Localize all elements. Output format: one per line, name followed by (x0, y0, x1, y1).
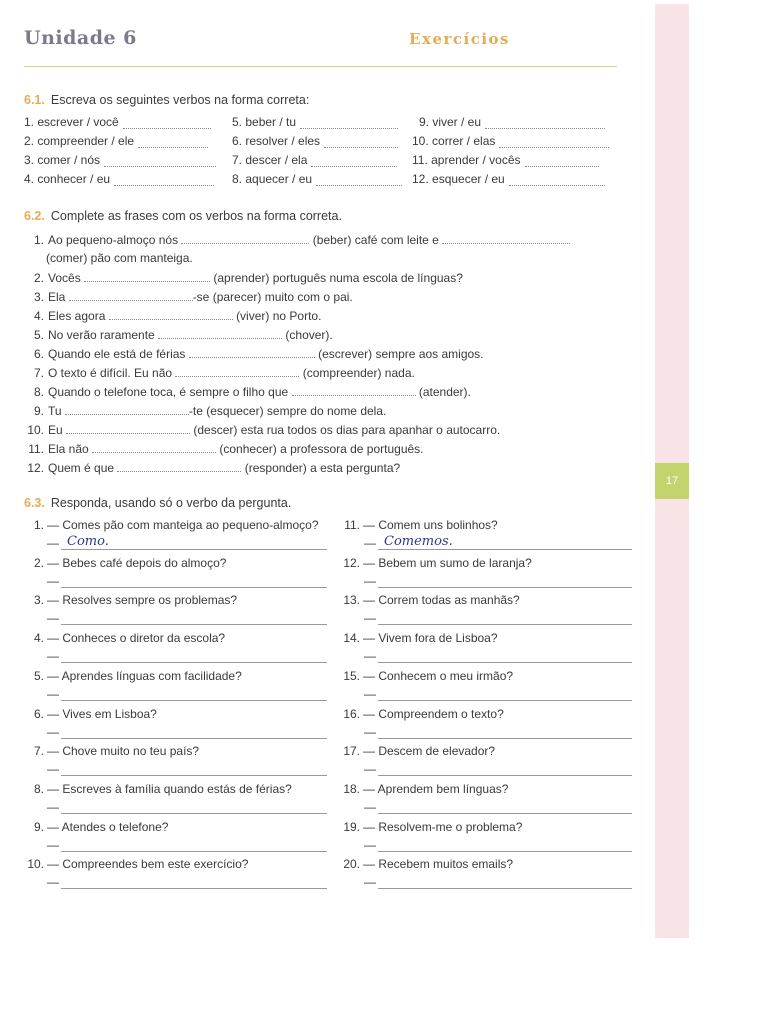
question-row (340, 669, 513, 683)
question-number: 1. (33, 518, 44, 532)
sentence-continuation: (comer) pão com manteiga. (46, 251, 193, 265)
sentence-text: Tu (48, 404, 62, 418)
answer-blank[interactable] (84, 270, 210, 282)
verb-prompt: 12. esquecer / eu (412, 172, 505, 186)
answer-blank[interactable] (114, 173, 214, 186)
header-divider (24, 66, 617, 67)
sentence-text: (beber) café com leite e (312, 233, 439, 247)
sentence-number: 3. (33, 290, 44, 304)
section-number: 6.1. (24, 93, 45, 107)
verb-prompt: 11. aprender / vocês (412, 153, 521, 167)
answer-line[interactable] (378, 837, 632, 852)
answer-dash: — (364, 536, 376, 550)
answer-blank[interactable] (158, 327, 282, 339)
sentence-row (24, 327, 333, 342)
verb-prompt: 7. descer / ela (232, 153, 308, 167)
question-number: 9. (33, 819, 44, 834)
page-number: 17 (655, 463, 689, 499)
sentence-text: (aprender) português numa escola de línguas? (213, 271, 463, 285)
answer-row (364, 610, 632, 625)
answer-blank[interactable] (123, 116, 211, 129)
question-text: — Bebes café depois do almoço? (47, 555, 227, 570)
sentence-row (24, 403, 386, 418)
question-number: 6. (33, 706, 44, 721)
sentence-number: 5. (33, 328, 44, 342)
sentence-number: 4. (33, 309, 44, 323)
exercises-title: Exercícios (409, 30, 510, 48)
question-number: 10. (27, 857, 44, 872)
answer-dash: — (47, 573, 59, 588)
question-row (340, 518, 498, 532)
answer-blank[interactable] (69, 289, 193, 301)
question-row (24, 820, 168, 834)
answer-line[interactable] (378, 724, 632, 739)
question-number: 4. (33, 631, 44, 646)
sentence-text: -te (esquecer) sempre do nome dela. (188, 404, 387, 418)
answer-line[interactable] (378, 686, 632, 701)
sentence-text: O texto é difícil. Eu não (48, 366, 173, 380)
question-text: — Compreendes bem este exercício? (47, 857, 249, 872)
verb-item (232, 153, 397, 167)
question-row (24, 518, 319, 532)
question-row (340, 744, 495, 758)
question-row (24, 782, 292, 796)
section-6-3-title (24, 496, 291, 510)
verb-prompt: 4. conhecer / eu (24, 172, 111, 186)
answer-line[interactable] (61, 874, 327, 889)
question-text: — Chove muito no teu país? (47, 744, 200, 759)
question-text: — Resolves sempre os problemas? (47, 593, 238, 608)
sentence-number: 6. (33, 347, 44, 361)
question-number: 8. (33, 781, 44, 796)
answer-line[interactable] (61, 573, 327, 588)
question-number: 20. (343, 857, 360, 872)
answer-dash: — (47, 536, 59, 550)
answer-blank[interactable] (509, 173, 605, 186)
answer-line[interactable] (61, 761, 327, 776)
answer-dash: — (364, 611, 376, 626)
sentence-text: Ela (48, 290, 66, 304)
answer-row (47, 874, 327, 889)
answer-row (364, 686, 632, 701)
sentence-row (24, 441, 424, 456)
answer-blank[interactable] (442, 232, 570, 244)
question-number: 7. (33, 744, 44, 759)
answer-line[interactable] (378, 648, 632, 663)
verb-prompt: 10. correr / elas (412, 134, 496, 148)
answer-row (364, 799, 632, 814)
sentence-text: (chover). (285, 328, 333, 342)
question-text: — Aprendem bem línguas? (363, 781, 509, 796)
answer-blank[interactable] (104, 154, 216, 167)
question-number: 14. (343, 631, 360, 646)
question-text: — Escreves à família quando estás de férias? (47, 781, 292, 796)
sentence-text: (descer) esta rua todos os dias para apanhar o autocarro. (193, 423, 501, 437)
question-row (24, 857, 248, 871)
question-text: — Recebem muitos emails? (363, 857, 514, 872)
section-instruction: Complete as frases com os verbos na forma correta. (50, 209, 342, 223)
question-row (340, 707, 504, 721)
question-text: — Vives em Lisboa? (47, 706, 157, 721)
verb-item (232, 172, 402, 186)
question-number: 2. (33, 555, 44, 570)
question-number: 11. (344, 518, 360, 532)
verb-prompt: 2. compreender / ele (24, 134, 135, 148)
answer-line[interactable] (61, 837, 327, 852)
sentence-text: Ao pequeno-almoço nós (48, 233, 179, 247)
sentence-number: 7. (33, 366, 44, 380)
verb-item (24, 115, 211, 129)
question-row (340, 556, 532, 570)
answer-dash: — (47, 649, 59, 664)
verb-item (232, 115, 398, 129)
question-row (340, 593, 520, 607)
sentence-number: 8. (33, 385, 44, 399)
verb-item (412, 153, 599, 167)
sentence-row (24, 270, 463, 285)
answer-row (364, 724, 632, 739)
answer-dash: — (47, 875, 59, 890)
answer-row (364, 573, 632, 588)
answer-dash: — (47, 724, 59, 739)
answer-blank[interactable] (499, 135, 609, 148)
answer-row (47, 573, 327, 588)
question-number: 18. (343, 781, 360, 796)
answer-blank[interactable] (300, 116, 398, 129)
section-number: 6.2. (24, 209, 45, 223)
answer-blank[interactable] (117, 460, 241, 472)
answer-dash: — (364, 837, 376, 852)
answer-row (364, 874, 632, 889)
answer-row (364, 535, 632, 550)
answer-line[interactable] (61, 535, 327, 550)
sentence-row (24, 232, 570, 247)
answer-row (364, 837, 632, 852)
sentence-text: Quando o telefone toca, é sempre o filho que (48, 385, 289, 399)
answer-dash: — (47, 686, 59, 701)
verb-prompt: 9. viver / eu (419, 115, 482, 129)
sentence-row (24, 308, 321, 323)
verb-item (419, 115, 605, 129)
answer-line[interactable] (378, 761, 632, 776)
section-number: 6.3. (24, 496, 45, 510)
answer-blank[interactable] (485, 116, 605, 129)
answer-line[interactable] (378, 535, 632, 550)
answer-row (47, 761, 327, 776)
answer-line[interactable] (378, 573, 632, 588)
question-row (24, 631, 225, 645)
answer-line[interactable] (61, 610, 327, 625)
question-text: — Correm todas as manhãs? (363, 593, 520, 608)
answer-dash: — (364, 649, 376, 664)
question-number: 19. (343, 819, 360, 834)
sentence-number: 2. (33, 271, 44, 285)
verb-prompt: 6. resolver / eles (232, 134, 321, 148)
answer-row (47, 686, 327, 701)
section-instruction: Escreva os seguintes verbos na forma correta: (50, 93, 310, 107)
question-text: — Comem uns bolinhos? (363, 518, 498, 532)
handwritten-answer: Comemos. (384, 534, 453, 549)
question-row (24, 556, 226, 570)
question-row (340, 782, 508, 796)
verb-prompt: 3. comer / nós (24, 153, 101, 167)
answer-blank[interactable] (324, 135, 398, 148)
verb-item (24, 134, 208, 148)
answer-blank[interactable] (316, 173, 402, 186)
verb-prompt: 1. escrever / você (24, 115, 119, 129)
unit-title: Unidade 6 (24, 27, 137, 49)
question-row (340, 857, 513, 871)
answer-dash: — (47, 799, 59, 814)
answer-row (47, 535, 327, 550)
answer-blank[interactable] (109, 308, 233, 320)
sentence-text: Eu (48, 423, 63, 437)
answer-dash: — (364, 724, 376, 739)
answer-blank[interactable] (175, 365, 299, 377)
sentence-row (24, 422, 500, 437)
question-number: 12. (343, 555, 360, 570)
sentence-number: 1. (33, 233, 44, 247)
answer-dash: — (364, 875, 376, 890)
answer-blank[interactable] (138, 135, 208, 148)
question-text: — Atendes o telefone? (47, 819, 169, 834)
answer-blank[interactable] (311, 154, 397, 167)
answer-dash: — (364, 762, 376, 777)
sentence-text: (responder) a esta pergunta? (244, 461, 401, 475)
answer-line[interactable] (61, 648, 327, 663)
sentence-text: (atender). (418, 385, 471, 399)
question-text: — Bebem um sumo de laranja? (363, 555, 532, 570)
sentence-row (24, 460, 400, 475)
question-number: 5. (33, 668, 44, 683)
answer-row (364, 761, 632, 776)
sentence-text: (conhecer) a professora de português. (219, 442, 424, 456)
verb-prompt: 8. aquecer / eu (232, 172, 313, 186)
answer-line[interactable] (378, 610, 632, 625)
sentence-number: 9. (33, 404, 44, 418)
answer-blank[interactable] (525, 154, 599, 167)
question-row (24, 707, 157, 721)
sentence-text: (compreender) nada. (302, 366, 415, 380)
section-6-1-title (24, 93, 309, 107)
question-text: — Vivem fora de Lisboa? (363, 631, 498, 646)
answer-dash: — (364, 686, 376, 701)
answer-blank[interactable] (66, 422, 190, 434)
verb-item (24, 172, 214, 186)
verb-item (412, 172, 605, 186)
answer-row (47, 610, 327, 625)
question-text: — Comes pão com manteiga ao pequeno-almoço? (47, 518, 319, 532)
verb-item (24, 153, 216, 167)
sentence-row (24, 346, 484, 361)
answer-line[interactable] (61, 686, 327, 701)
sentence-row (24, 365, 415, 380)
answer-row (47, 724, 327, 739)
answer-dash: — (364, 573, 376, 588)
handwritten-answer: Como. (67, 534, 109, 549)
answer-dash: — (364, 799, 376, 814)
answer-dash: — (47, 762, 59, 777)
sentence-text: Ela não (48, 442, 89, 456)
question-text: — Conhecem o meu irmão? (363, 668, 514, 683)
question-row (24, 744, 199, 758)
answer-row (47, 648, 327, 663)
answer-blank[interactable] (292, 384, 416, 396)
sentence-text: Quando ele está de férias (48, 347, 186, 361)
verb-item (412, 134, 609, 148)
sentence-row (24, 289, 353, 304)
question-number: 15. (343, 668, 360, 683)
question-text: — Compreendem o texto? (363, 706, 504, 721)
answer-blank[interactable] (65, 403, 189, 415)
question-number: 16. (343, 706, 360, 721)
question-row (340, 631, 498, 645)
question-row (24, 669, 242, 683)
page-side-strip (655, 4, 689, 938)
answer-dash: — (47, 611, 59, 626)
answer-blank[interactable] (181, 232, 309, 244)
answer-blank[interactable] (92, 441, 216, 453)
sentence-number: 12. (27, 461, 44, 475)
verb-item (232, 134, 398, 148)
answer-line[interactable] (378, 799, 632, 814)
answer-row (47, 837, 327, 852)
answer-line[interactable] (61, 799, 327, 814)
answer-dash: — (47, 837, 59, 852)
sentence-number: 11. (28, 442, 44, 456)
answer-blank[interactable] (189, 346, 315, 358)
answer-row (47, 799, 327, 814)
question-text: — Conheces o diretor da escola? (47, 631, 226, 646)
sentence-text: Quem é que (48, 461, 115, 475)
section-instruction: Responda, usando só o verbo da pergunta. (50, 496, 292, 510)
question-text: — Resolvem-me o problema? (363, 819, 523, 834)
question-row (340, 820, 522, 834)
question-number: 13. (343, 593, 360, 608)
question-number: 17. (343, 744, 360, 759)
sentence-text: -se (parecer) muito com o pai. (192, 290, 353, 304)
sentence-text: Vocês (48, 271, 81, 285)
sentence-text: Eles agora (48, 309, 106, 323)
sentence-text: (escrever) sempre aos amigos. (318, 347, 484, 361)
answer-line[interactable] (378, 874, 632, 889)
question-text: — Aprendes línguas com facilidade? (47, 668, 242, 683)
verb-prompt: 5. beber / tu (232, 115, 297, 129)
sentence-text: No verão raramente (48, 328, 155, 342)
question-text: — Descem de elevador? (363, 744, 496, 759)
sentence-text: (viver) no Porto. (236, 309, 322, 323)
answer-line[interactable] (61, 724, 327, 739)
question-row (24, 593, 237, 607)
section-6-2-title (24, 209, 342, 223)
sentence-number: 10. (27, 423, 44, 437)
answer-row (364, 648, 632, 663)
question-number: 3. (33, 593, 44, 608)
sentence-row (24, 384, 471, 399)
